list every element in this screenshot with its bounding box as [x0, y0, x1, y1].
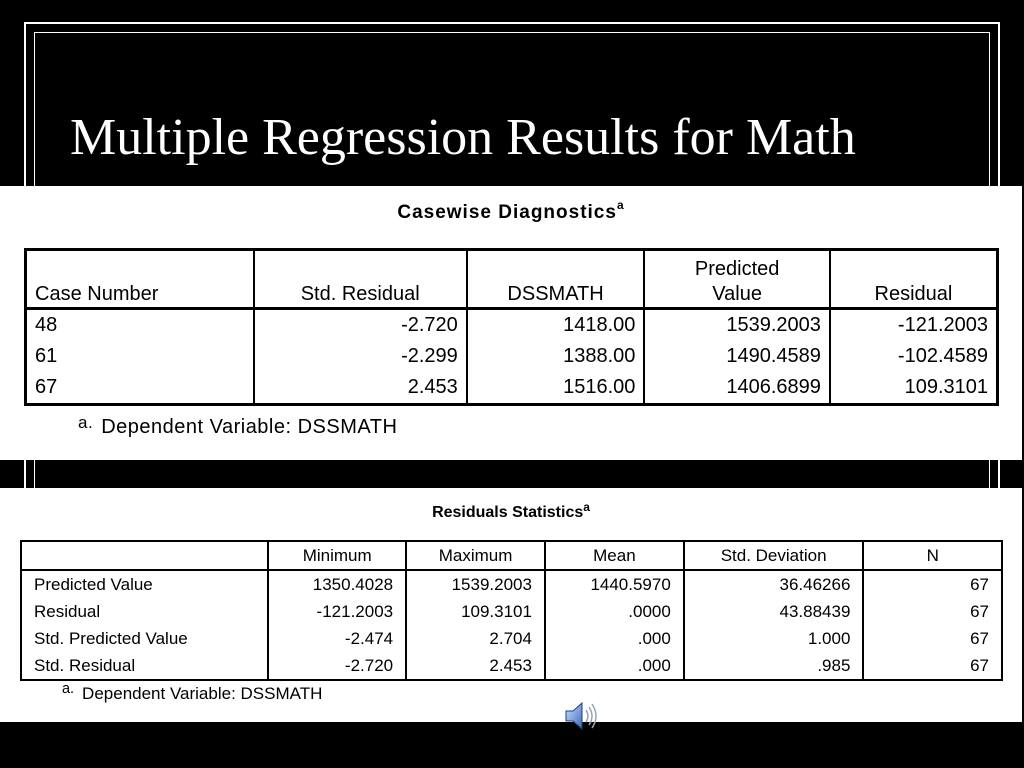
- row-label: Residual: [34, 602, 101, 621]
- header-predicted-value: [644, 250, 830, 309]
- residuals-caption-sup: a: [583, 500, 590, 514]
- header-blank: [21, 541, 268, 570]
- cell-maximum: 2.453: [406, 652, 545, 680]
- row-label: Std. Predicted Value: [34, 629, 188, 648]
- table-row: [21, 625, 1002, 652]
- cell-minimum: -2.474: [268, 625, 406, 652]
- cell-mean: 1440.5970: [545, 570, 684, 598]
- casewise-footnote: [78, 413, 398, 439]
- cell-std-deviation: 43.88439: [684, 598, 864, 625]
- cell-case: 48: [35, 314, 58, 336]
- header-std-deviation: Std. Deviation: [684, 541, 864, 570]
- cell-std-deviation: 36.46266: [684, 570, 864, 598]
- speaker-icon-graphic: [562, 700, 602, 732]
- table-row: [26, 309, 998, 342]
- cell-predicted: 1539.2003: [644, 309, 830, 342]
- slide-title: Multiple Regression Results for Math: [70, 109, 856, 166]
- table-row: [26, 372, 998, 405]
- cell-minimum: 1350.4028: [268, 570, 406, 598]
- cell-dependent: 1418.00: [467, 309, 645, 342]
- cell-n: 67: [863, 652, 1002, 680]
- cell-predicted: 1490.4589: [644, 341, 830, 372]
- cell-std-residual: 2.453: [254, 372, 467, 405]
- speaker-icon[interactable]: [562, 700, 602, 732]
- footnote-mark: a.: [62, 681, 75, 697]
- cell-residual: -102.4589: [830, 341, 998, 372]
- casewise-caption-text: Casewise Diagnostics: [397, 202, 617, 223]
- cell-std-deviation: .985: [684, 652, 864, 680]
- row-label: Predicted Value: [34, 575, 153, 594]
- casewise-caption: [0, 198, 1022, 224]
- cell-residual: 109.3101: [830, 372, 998, 405]
- residuals-caption: [0, 500, 1022, 522]
- cell-mean: .000: [545, 652, 684, 680]
- casewise-caption-sup: a: [616, 198, 625, 212]
- footnote-text: Dependent Variable: DSSMATH: [101, 416, 398, 438]
- footnote-mark: a.: [78, 413, 94, 432]
- table-header-row: [26, 250, 998, 309]
- residuals-table: [20, 540, 1003, 681]
- residuals-statistics-panel: [0, 488, 1022, 722]
- header-minimum: Minimum: [268, 541, 406, 570]
- casewise-diagnostics-panel: [0, 186, 1022, 460]
- header-predicted-line2: Value: [712, 283, 762, 305]
- cell-n: 67: [863, 625, 1002, 652]
- cell-std-residual: -2.299: [254, 341, 467, 372]
- header-predicted-line1: Predicted: [694, 258, 780, 280]
- row-label: Std. Residual: [34, 656, 136, 675]
- cell-std-deviation: 1.000: [684, 625, 864, 652]
- header-mean: Mean: [545, 541, 684, 570]
- header-n: N: [863, 541, 1002, 570]
- cell-case: 67: [35, 376, 58, 398]
- residuals-footnote: [62, 681, 323, 704]
- cell-minimum: -2.720: [268, 652, 406, 680]
- cell-minimum: -121.2003: [268, 598, 406, 625]
- cell-residual: -121.2003: [830, 309, 998, 342]
- table-row: [26, 341, 998, 372]
- cell-n: 67: [863, 570, 1002, 598]
- cell-dependent: 1388.00: [467, 341, 645, 372]
- header-case-number: Case Number: [26, 250, 254, 309]
- cell-maximum: 109.3101: [406, 598, 545, 625]
- table-row: [21, 652, 1002, 680]
- header-maximum: Maximum: [406, 541, 545, 570]
- cell-mean: .0000: [545, 598, 684, 625]
- header-std-residual: Std. Residual: [254, 250, 467, 309]
- table-row: [21, 598, 1002, 625]
- cell-maximum: 1539.2003: [406, 570, 545, 598]
- footnote-text: Dependent Variable: DSSMATH: [82, 684, 323, 703]
- cell-n: 67: [863, 598, 1002, 625]
- cell-predicted: 1406.6899: [644, 372, 830, 405]
- header-residual: Residual: [830, 250, 998, 309]
- cell-dependent: 1516.00: [467, 372, 645, 405]
- cell-mean: .000: [545, 625, 684, 652]
- cell-std-residual: -2.720: [254, 309, 467, 342]
- casewise-table: [24, 248, 999, 406]
- cell-maximum: 2.704: [406, 625, 545, 652]
- residuals-caption-text: Residuals Statistics: [432, 504, 584, 521]
- table-header-row: [21, 541, 1002, 570]
- header-dependent: DSSMATH: [467, 250, 645, 309]
- cell-case: 61: [35, 345, 58, 367]
- table-row: [21, 570, 1002, 598]
